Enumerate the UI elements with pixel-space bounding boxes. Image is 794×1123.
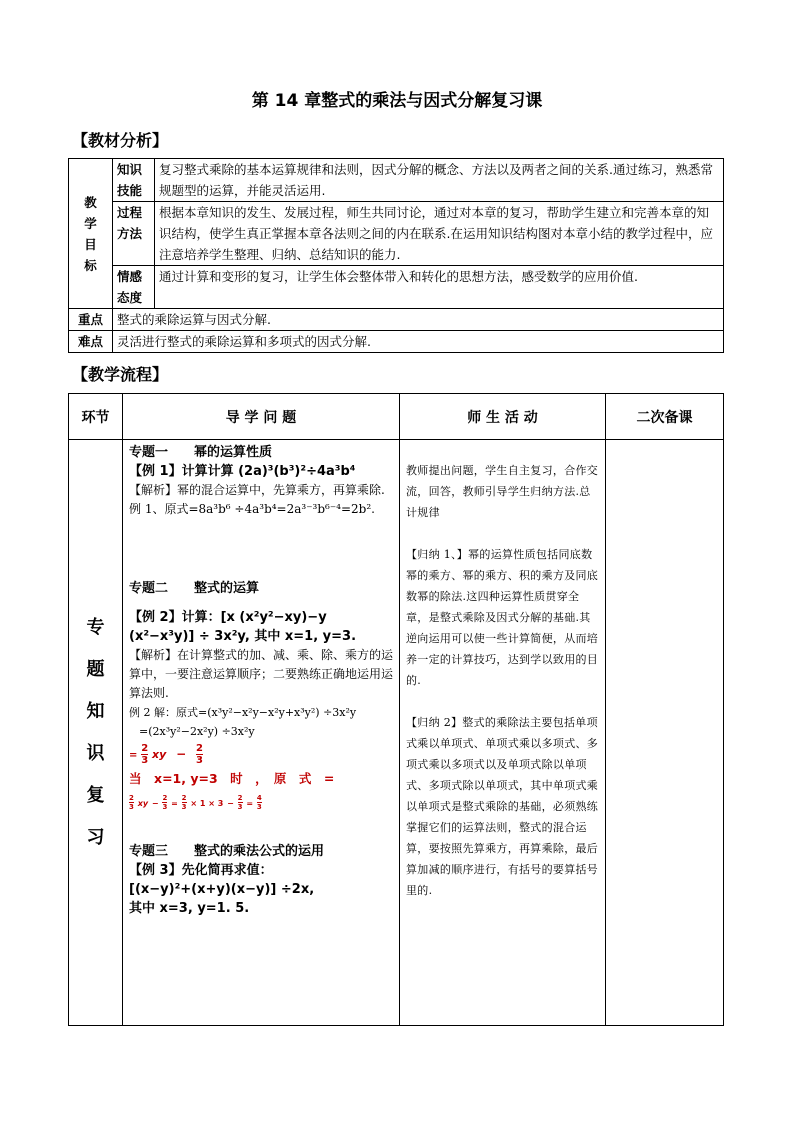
topic-1-title: 专题一 幂的运算性质 [129,445,273,460]
page-title: 第 14 章整式的乘法与因式分解复习课 [251,91,543,111]
example-2-step-3: = $\frac{2}{3}$ xy − $\frac{2}{3}$ [129,743,203,766]
summary-1: 【归纳 1、】幂的运算性质包括同底数幂的乘方、幂的乘方、积的乘方及同底数幂的除法.这四种运算性质贯穿全章，是整式乘除及因式分解的基础.其逆向运用可以使一些计算简便，从而培养一定的计算技巧，达到学以致用的目的. [406,548,599,687]
example-2-when: 当 x=1, y=3 时 ， 原 式 = [129,771,335,786]
goal-text-process: 根据本章知识的发生、发展过程，师生共同讨论，通过对本章的复习，帮助学生建立和完善本章的知识结构，使学生真正掌握本章各法则之间的内在联系.在运用知识结构图对本章小结的教学过程中，应注意培养学生整理、归纳、总结知识的能力. [155,202,724,266]
section-heading-analysis: 【教材分析】 [72,131,169,150]
example-1-solution: 例 1、原式=8a³b⁶ ÷4a³b⁴=2a³⁻³b⁶⁻⁴=2b². [129,502,375,516]
difficulty-text: 灵活进行整式的乘除运算和多项式的因式分解. [113,331,724,353]
example-3-expression: [(x−y)²+(x+y)(x−y)] ÷2x, [129,882,315,897]
header-stage: 环节 [69,394,123,440]
topic-3-title: 专题三 整式的乘法公式的运用 [129,844,325,859]
example-2-step-1: 例 2 解：原式=(x³y²−x²y−x²y+x³y²) ÷3x²y [129,706,357,719]
goals-label-char: 教 [84,194,97,210]
questions-cell [123,440,400,1026]
header-second-prep: 二次备课 [606,394,724,440]
stage-label: 专 题 知 识 复 习 [69,440,123,1026]
key-point-text: 整式的乘除运算与因式分解. [113,309,724,331]
goals-label-char: 标 [84,257,97,273]
key-point-label: 重点 [69,309,113,331]
second-prep-cell [606,440,724,1026]
example-2-analysis: 【解析】在计算整式的加、减、乘、除、乘方的运算中，一要注意运算顺序；二要熟练正确地运用运算法则. [129,648,394,700]
summary-2: 【归纳 2】整式的乘除法主要包括单项式乘以单项式、单项式乘以多项式、多项式乘以多项式以及单项式除以单项式、多项式除以单项式，其中单项式乘以单项式是整式乘除的基础，必须熟练掌握它们的运算法则，整式的混合运算，要按照先算乘方，再算乘除，最后算加减的顺序进行，有括号的要算括号里的. [406,716,599,897]
goal-label-process: 过程 方法 [113,202,155,266]
goals-label [69,159,113,309]
goals-label-char: 目 [84,236,97,252]
example-2-final: $\frac{2}{3}$ xy − $\frac{2}{3}$ = $\frac{2}{3}$ × 1 × 3 − $\frac{2}{3}$ = $\frac{4}{3}$ [129,794,262,811]
header-activities: 师 生 活 动 [400,394,606,440]
goal-text-attitude: 通过计算和变形的复习，让学生体会整体带入和转化的思想方法，感受数学的应用价值. [155,266,724,309]
analysis-table [68,158,724,353]
activities-cell [400,440,606,1026]
goal-label-attitude: 情感 态度 [113,266,155,309]
difficulty-label: 难点 [69,331,113,353]
goal-label-knowledge: 知识 技能 [113,159,155,202]
example-3-condition: 其中 x=3, y=1. 5. [129,901,250,916]
example-2-step-2: =(2x³y²−2x²y) ÷3x²y [139,725,255,738]
activity-intro: 教师提出问题，学生自主复习，合作交流，回答，教师引导学生归纳方法.总计规律 [406,464,599,519]
example-1: 【例 1】计算计算 (2a)³(b³)²÷4a³b⁴ [129,464,356,479]
goals-label-char: 学 [84,215,97,231]
example-3: 【例 3】先化简再求值： [129,863,273,878]
header-questions: 导 学 问 题 [123,394,400,440]
example-2: 【例 2】计算：[x (x²y²−xy)−y (x²−x³y)] ÷ 3x²y, 其中 x=1, y=3. [129,610,357,644]
goal-text-knowledge: 复习整式乘除的基本运算规律和法则，因式分解的概念、方法以及两者之间的关系.通过练习，熟悉常规题型的运算，并能灵活运用. [155,159,724,202]
section-heading-flow: 【教学流程】 [72,365,169,384]
example-1-analysis: 【解析】幂的混合运算中，先算乘方，再算乘除. [129,483,385,497]
flow-table [68,393,724,1026]
topic-2-title: 专题二 整式的运算 [129,581,260,596]
